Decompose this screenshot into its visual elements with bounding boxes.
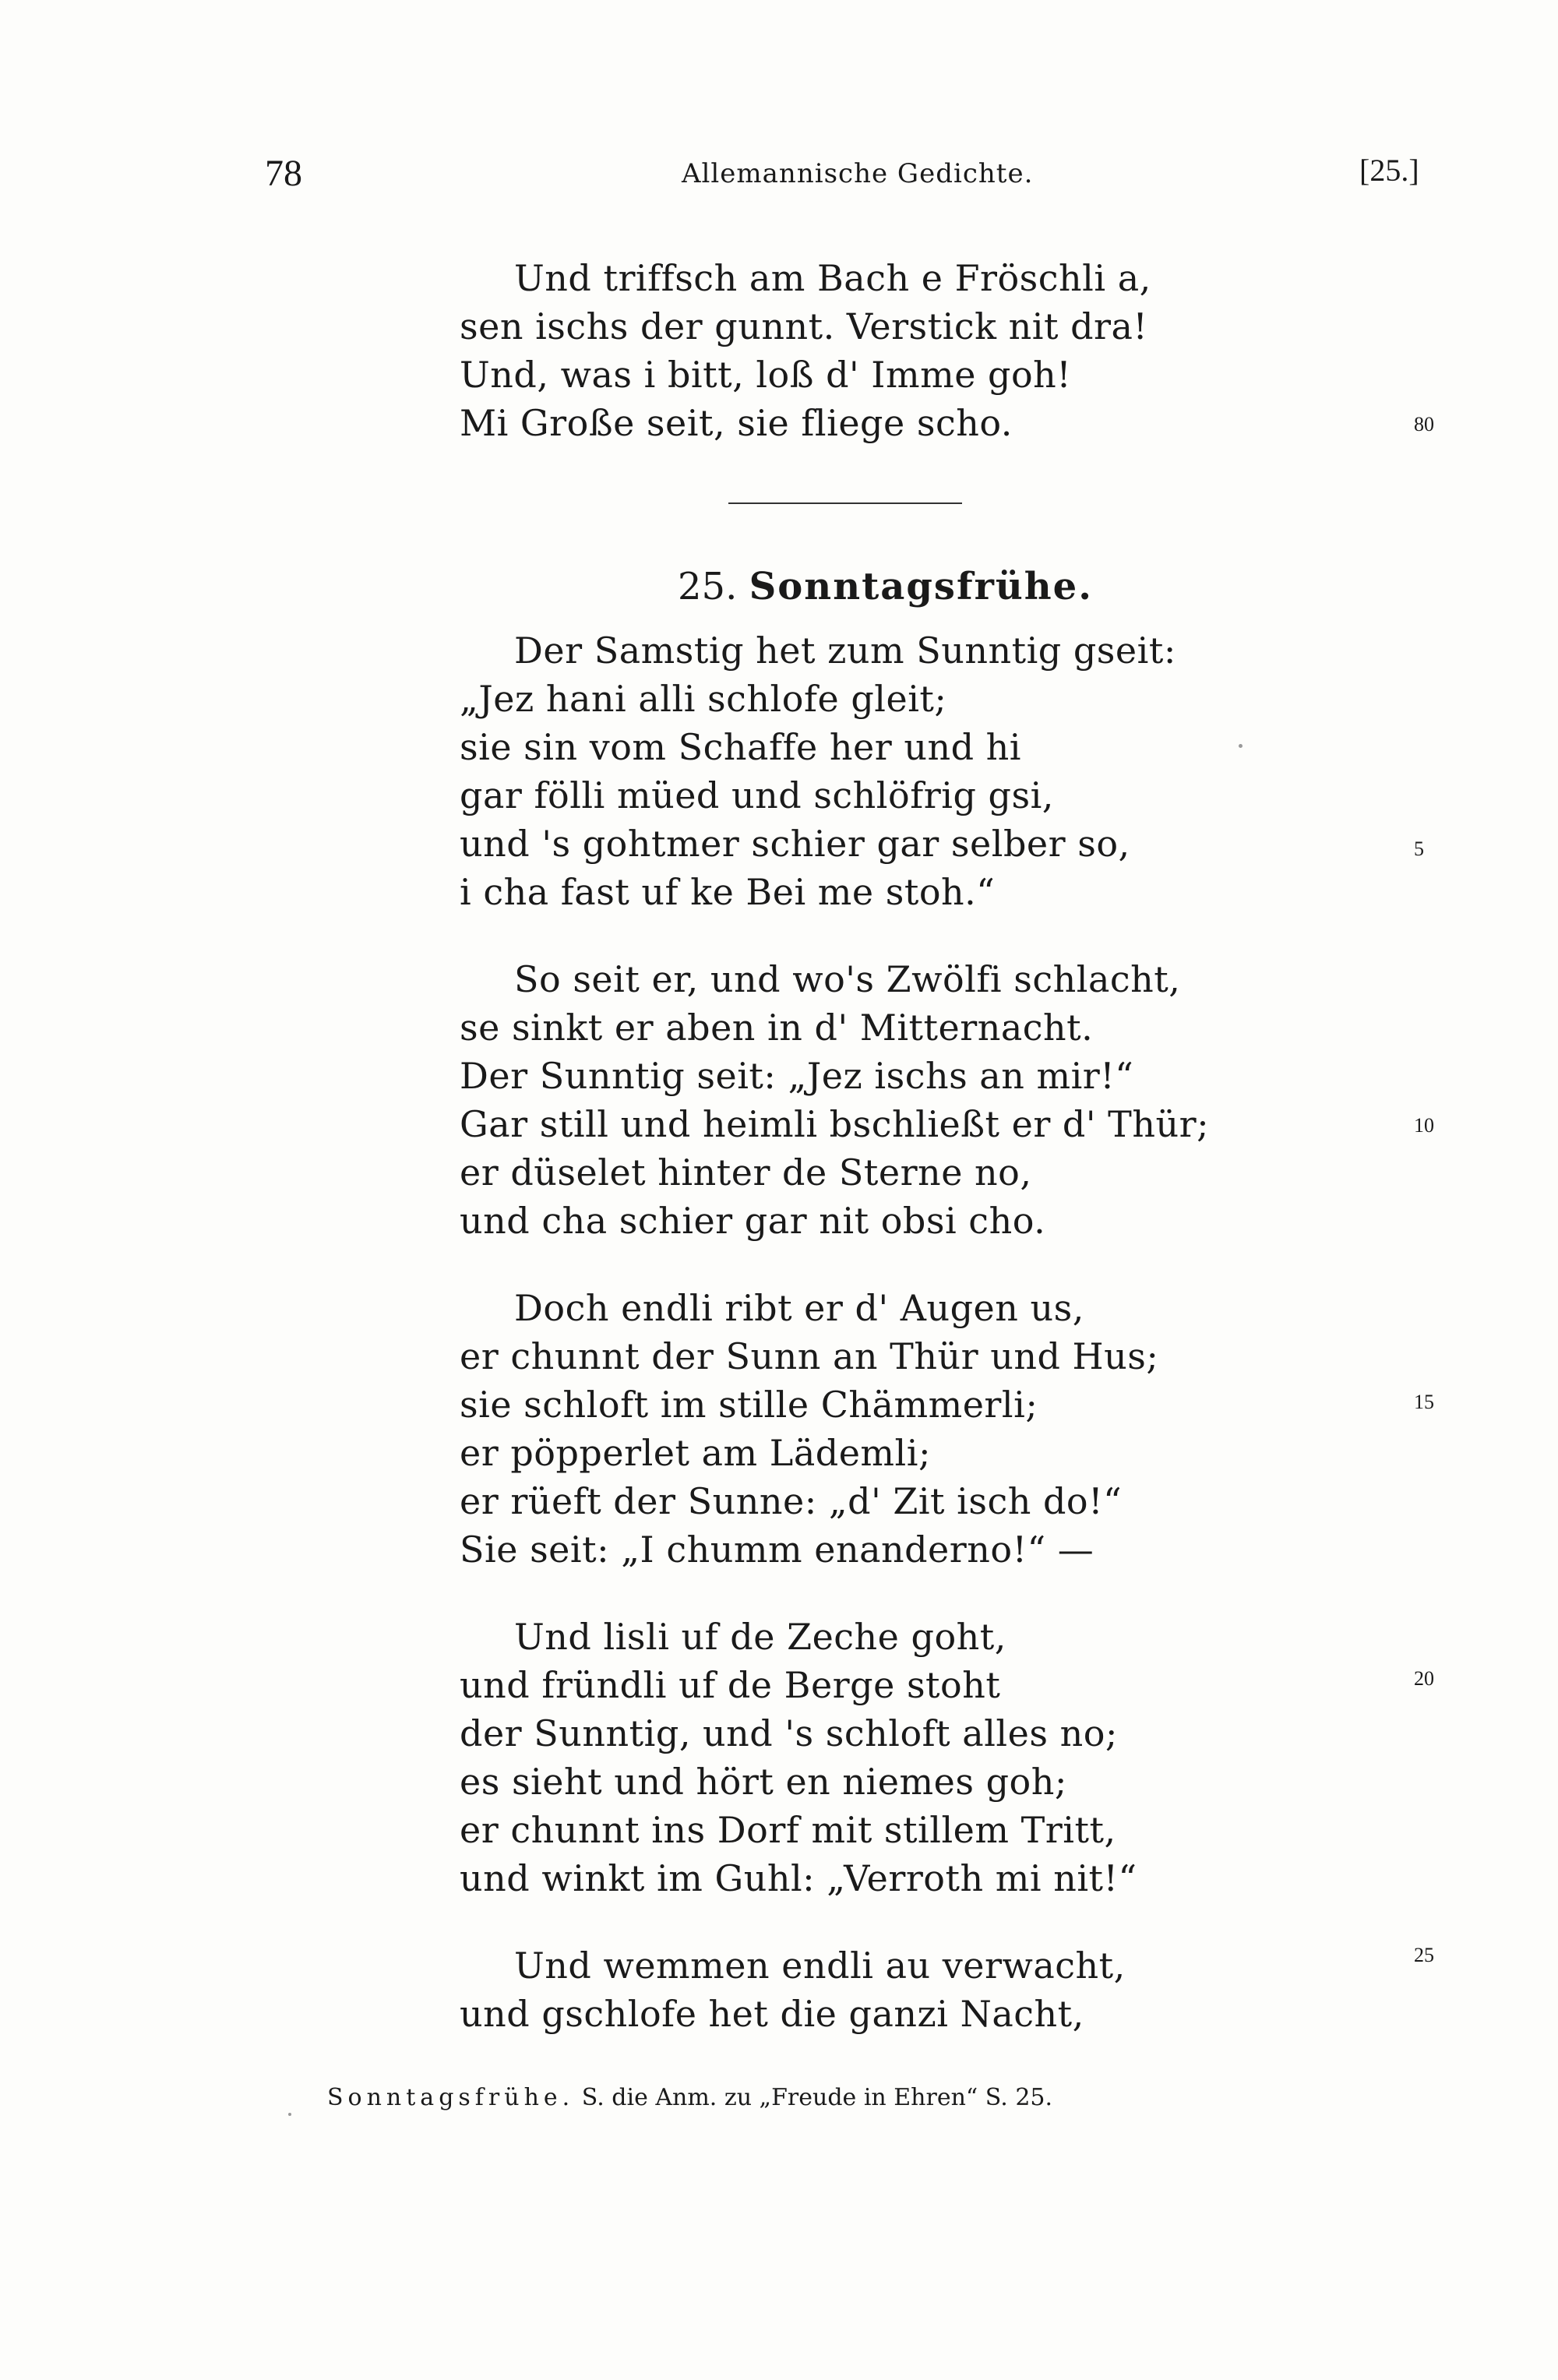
verse-line: Und lisli uf de Zeche goht, bbox=[514, 1616, 1006, 1658]
verse-line: er rüeft der Sunne: „d' Zit isch do!“ bbox=[460, 1480, 1123, 1522]
verse-line: sie sin vom Schaffe her und hi bbox=[460, 726, 1021, 768]
line-number: 10 bbox=[1414, 1114, 1434, 1137]
line-number: 5 bbox=[1414, 837, 1424, 860]
footnote bbox=[327, 2084, 1052, 2111]
line-number: 25 bbox=[1414, 1944, 1434, 1966]
line-number: 80 bbox=[1414, 413, 1434, 435]
verse-line: Sie seit: „I chumm enanderno!“ — bbox=[460, 1528, 1094, 1571]
page-number: 78 bbox=[265, 153, 302, 194]
page-header bbox=[0, 152, 1558, 206]
line-number: 15 bbox=[1414, 1391, 1434, 1413]
verse-line: sie schloft im stille Chämmerli; bbox=[460, 1384, 1038, 1426]
footnote-heading: Sonntagsfrühe. bbox=[327, 2084, 575, 2111]
verse-line: und fründli uf de Berge stoht bbox=[460, 1664, 1001, 1706]
verse-line: Und, was i bitt, loß d' Imme goh! bbox=[460, 354, 1072, 396]
verse-line: Der Sunntig seit: „Jez ischs an mir!“ bbox=[460, 1055, 1134, 1097]
running-title: Allemannische Gedichte. bbox=[682, 158, 1034, 189]
paper-speck bbox=[288, 2113, 291, 2116]
verse-line: „Jez hani alli schlofe gleit; bbox=[460, 678, 947, 720]
footnote-text: S. die Anm. zu „Freude in Ehren“ S. 25. bbox=[581, 2084, 1053, 2111]
verse-line: Gar still und heimli bschließt er d' Thür; bbox=[460, 1103, 1210, 1145]
verse-line: er chunnt der Sunn an Thür und Hus; bbox=[460, 1335, 1159, 1377]
verse-line: se sinkt er aben in d' Mitternacht. bbox=[460, 1007, 1094, 1049]
verse-line: und winkt im Guhl: „Verroth mi nit!“ bbox=[460, 1857, 1137, 1899]
section-reference: [25.] bbox=[1359, 153, 1419, 188]
verse-line: gar fölli müed und schlöfrig gsi, bbox=[460, 774, 1054, 816]
verse-line: So seit er, und wo's Zwölfi schlacht, bbox=[514, 958, 1181, 1000]
verse-line: der Sunntig, und 's schloft alles no; bbox=[460, 1712, 1118, 1754]
verse-line: er chunnt ins Dorf mit stillem Tritt, bbox=[460, 1809, 1116, 1851]
paper-speck bbox=[1239, 744, 1243, 748]
verse-line: er pöpperlet am Lädemli; bbox=[460, 1432, 931, 1474]
verse-line: Der Samstig het zum Sunntig gseit: bbox=[514, 629, 1176, 672]
verse-line: es sieht und hört en niemes goh; bbox=[460, 1761, 1067, 1803]
poem-number: 25. bbox=[678, 565, 738, 608]
poem-heading bbox=[678, 565, 1093, 608]
line-number: 20 bbox=[1414, 1667, 1434, 1690]
verse-line: und cha schier gar nit obsi cho. bbox=[460, 1200, 1046, 1242]
verse-line: und gschlofe het die ganzi Nacht, bbox=[460, 1993, 1084, 2035]
verse-line: i cha fast uf ke Bei me stoh.“ bbox=[460, 871, 996, 913]
verse-line: Doch endli ribt er d' Augen us, bbox=[514, 1287, 1084, 1329]
section-separator bbox=[728, 502, 962, 504]
verse-line: er düselet hinter de Sterne no, bbox=[460, 1151, 1032, 1194]
verse-line: sen ischs der gunnt. Verstick nit dra! bbox=[460, 305, 1148, 347]
verse-line: Und triffsch am Bach e Fröschli a, bbox=[514, 257, 1151, 299]
poem-title: Sonntagsfrühe. bbox=[749, 565, 1093, 608]
verse-line: Und wemmen endli au verwacht, bbox=[514, 1945, 1126, 1987]
verse-line: und 's gohtmer schier gar selber so, bbox=[460, 823, 1130, 865]
verse-line: Mi Großе seit, sie fliege scho. bbox=[460, 402, 1013, 444]
